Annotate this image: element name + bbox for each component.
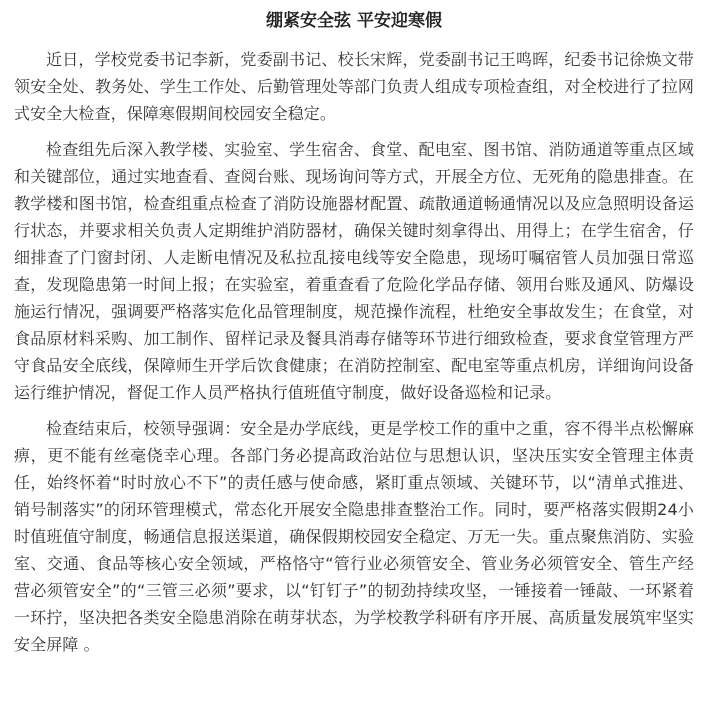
- article-title: 绷紧安全弦 平安迎寒假: [266, 11, 442, 31]
- article-paragraph-2: 检查组先后深入教学楼、实验室、学生宿舍、食堂、配电室、图书馆、消防通道等重点区域和关键部位，通过实地查看、查阅台账、现场询问等方式，开展全方位、无死角的隐患排查。在教学楼和图书馆，检查组重点检查了消防设施器材配置、疏散通道畅通情况以及应急照明设备运行状态，并要求相关负责人定期维护消防器材，确保关键时刻拿得出、用得上；在学生宿舍，仔细排查了门窗封闭、人走断电情况及私拉乱接电线等安全隐患，现场叮嘱宿管人员加强日常巡查，发现隐患第一时间上报；在实验室，着重查看了危险化学品存储、领用台账及通风、防爆设施运行情况，强调要严格落实危化品管理制度，规范操作流程，杜绝安全事故发生；在食堂，对食品原材料采购、加工制作、留样记录及餐具消毒存储等环节进行细致检查，要求食堂管理方严守食品安全底线，保障师生开学后饮食健康；在消防控制室、配电室等重点机房，详细询问设备运行维护情况，督促工作人员严格执行值班值守制度，做好设备巡检和记录。: [14, 140, 694, 402]
- article-paragraph-1: 近日，学校党委书记李新，党委副书记、校长宋辉，党委副书记王鸣晖，纪委书记徐焕文带领安全处、教务处、学生工作处、后勤管理处等部门负责人组成专项检查组，对全校进行了拉网式安全大检查，保障寒假期间校园安全稳定。: [14, 50, 694, 123]
- article-paragraph-3: 检查结束后，校领导强调：安全是办学底线，更是学校工作的重中之重，容不得半点松懈麻痹，更不能有丝毫侥幸心理。各部门务必提高政治站位与思想认识，坚决压实安全管理主体责任，始终怀着“时时放心不下”的责任感与使命感，紧盯重点领域、关键环节，以“清单式推进、销号制落实”的闭环管理模式，常态化开展安全隐患排查整治工作。同时，要严格落实假期24小时值班值守制度，畅通信息报送渠道，确保假期校园安全稳定、万无一失。重点聚焦消防、实验室、交通、食品等核心安全领域，严格恪守“管行业必须管安全、管业务必须管安全、管生产经营必须管安全”的“三管三必须”要求，以“钉钉子”的韧劲持续攻坚，一锤接着一锤敲、一环紧着一环拧，坚决把各类安全隐患消除在萌芽状态，为学校教学科研有序开展、高质量发展筑牢坚实安全屏障 。: [14, 419, 694, 654]
